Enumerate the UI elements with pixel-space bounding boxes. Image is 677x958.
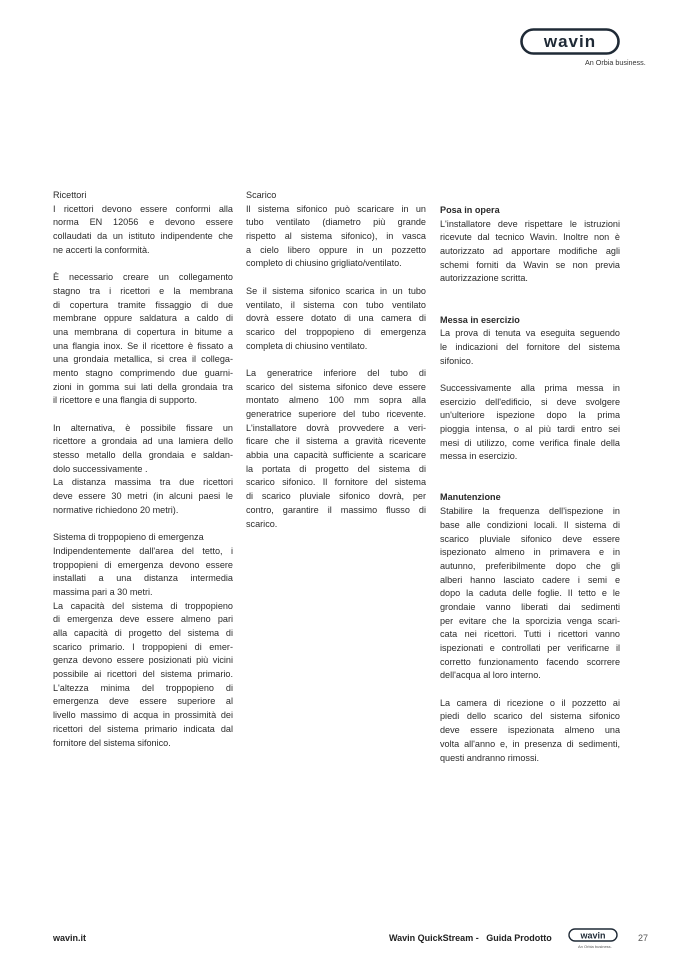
text-line: In alternativa, è possibile fissare un [53,422,233,433]
column-left [53,189,233,750]
text-line: Successivamente alla prima messa in [440,382,620,393]
text-line: I ricettori devono essere conformi alla [53,203,233,214]
text-line: scarico del troppopieno di emergenza [246,326,426,337]
footer-logo-tagline: An Orbia business. [578,944,612,949]
text-line: dolo successivamente . [53,463,148,474]
text-line: ricevute dal tecnico Wavin. Inoltre non è [440,232,620,243]
text-line: ispezionato almeno in primavera e in [440,547,620,558]
text-line: Il sistema sifonico può scaricare in un [246,203,426,214]
text-line: massima pari a 30 metri. [53,586,153,597]
text-line: scarico sifonico. Il fornitore del sistema [246,477,426,488]
text-line: Indipendentemente dall'area del tetto, i [53,545,233,556]
text-line: alberi hanno lasciato cadere i semi e [440,574,620,585]
text-line: una membrana di copertura in bitume a [53,326,233,337]
text-line: piedi dello scarico del sistema sifonico [440,711,620,722]
paragraph-spacer [440,368,620,382]
column-right [440,204,620,765]
text-line: completa di chiusino ventilato. [246,340,368,351]
text-line: esercizio dell'edificio, si deve svolgere [440,396,620,407]
paragraph-spacer [440,286,620,300]
text-line: deve essere 30 metri (in alcuni paesi le [53,491,233,502]
paragraph-spacer [440,464,620,478]
paragraph [246,203,426,271]
text-line: L'installatore deve rispettare le istruzioni [440,218,620,229]
paragraph-spacer [53,408,233,422]
paragraph [53,422,233,477]
paragraph [440,382,620,464]
text-line: ventilato, il sistema con tubo ventilato [246,299,426,310]
text-line: abbia una capacità sufficiente a scaricare [246,450,426,461]
text-line: collaudati da un istituto indipendente che [53,231,233,242]
text-line: messa in esercizio. [440,451,518,462]
paragraph [246,367,426,531]
text-line: completo di chiusino grigliato/ventilato. [246,258,402,269]
paragraph [53,203,233,258]
text-line: Stabilire la frequenza dell'ispezione in [440,506,620,517]
section-heading: Scarico [246,190,277,200]
text-line: per evitare che la sporcizia venga scari- [440,615,620,626]
column-middle [246,189,426,531]
text-line: dovrà essere dotato di una camera di [246,313,426,324]
text-line: sifonico. [440,355,474,366]
text-line: scarico primario. I troppopieni di emer- [53,641,233,652]
svg-text:wavin: wavin [543,32,597,51]
text-line: stagno tra i ricettori e la membrana [53,285,233,296]
text-line: contro, garantire il massimo flusso di [246,504,426,515]
text-line: installati a una distanza intermedia [53,573,233,584]
text-line: un'ulteriore ispezione dopo la prima [440,410,620,421]
text-line: di emergenza deve essere almeno pari [53,614,233,625]
text-line: alla capacità di progetto del sistema di [53,628,233,638]
text-line: La generatrice inferiore del tubo di [246,367,426,378]
text-line: emergenza deve essere superiore al [53,696,233,707]
text-line: fornitore del sistema sifonico. [53,737,171,748]
text-line: deve essere ispezionata almeno una [440,725,620,736]
text-line: questi andranno rimossi. [440,752,540,763]
paragraph [53,600,233,751]
paragraph-spacer [53,518,233,532]
text-line: possibile ai ricettori del sistema primario. [53,669,233,680]
paragraph [440,218,620,286]
paragraph [246,285,426,353]
text-line: norma EN 12056 e devono essere [53,217,233,228]
text-line: a cielo libero oppure in un pozzetto [246,244,426,255]
text-line: di scarico pluviale sifonico dovrà, per [246,491,426,502]
page-number: 27 [638,933,649,943]
text-line: È necessario creare un collegamento [53,272,233,283]
text-line: dopo la caduta delle foglie. Il tetto e le [440,588,620,599]
text-line: schemi forniti da Wavin se non previa [440,259,620,270]
footer-doc-title: Wavin QuickStream - Guida Prodotto [389,933,552,943]
text-line: il ricettore e una flangia di supporto. [53,395,198,406]
text-line: montato almeno 100 mm sopra alla [246,395,426,406]
wavin-logo [520,28,620,55]
text-line: membrane oppure saldatura a caldo di [53,313,233,324]
text-line: scarico pluviale sifonico deve essere [440,533,620,544]
text-line: genza devono essere posizionati più vicini [53,655,233,666]
text-line: le indicazioni del fornitore del sistema [440,341,620,352]
text-line: corretto funzionamento facendo scorrere [440,656,620,667]
text-line: La prova di tenuta va eseguita seguendo [440,328,620,339]
paragraph [53,545,233,600]
svg-text:wavin: wavin [580,930,606,941]
text-line: ispezionati e controllati per verificarne il [440,643,620,653]
text-line: autorizzato ad apportare modifiche agli [440,246,620,257]
text-line: ricettore a grondaia ad una lamiera dello [53,436,233,447]
footer-wavin-logo [568,928,618,942]
paragraph [53,271,233,408]
section-heading: Sistema di troppopieno di emergenza [53,532,204,543]
paragraph-spacer [440,478,620,492]
text-line: cata nei ricettori. Tutti i ricettori vanno [440,629,620,640]
text-line: grondaie vanno liberati dai sedimenti [440,601,620,612]
text-line: normative richiedono 20 metri). [53,504,179,515]
text-line: La capacità del sistema di troppopieno [53,600,233,611]
paragraph [440,505,620,683]
text-line: L'altezza minima del troppopieno di [53,682,233,693]
text-line: stesso metallo della grondaia e saldan- [53,450,233,461]
text-line: La distanza massima tra due ricettori [53,477,233,488]
text-line: tubo ventilato (diametro più grande [246,217,426,228]
footer-website: wavin.it [53,933,87,943]
text-line: mento stagno comprimendo due guarni- [53,367,233,378]
text-line: scarico del sistema sifonico deve essere [246,381,426,392]
paragraph-spacer [246,271,426,285]
text-line: volta all'anno e, in presenza di sedimenti, [440,738,620,749]
text-line: dell'acqua al loro interno. [440,670,541,681]
text-line: ricettori del sistema primario indicata dal [53,723,233,734]
paragraph [440,327,620,368]
text-line: la portata di progetto del sistema di [246,463,426,474]
section-heading: Posa in opera [440,205,500,215]
text-line: zioni in gomma sui lati della grondaia tra [53,381,233,392]
text-line: base alle condizioni locali. Il sistema di [440,519,620,530]
text-line: di copertura tramite fissaggio di due [53,299,233,310]
text-line: rispetto al sistema sifonico), in vasca [246,231,426,242]
section-heading: Ricettori [53,190,87,200]
text-line: autunno, preferibilmente dopo che gli [440,560,620,571]
text-line: La camera di ricezione o il pozzetto ai [440,697,620,708]
paragraph-spacer [53,257,233,271]
text-line: autorizzazione scritta. [440,273,528,284]
text-line: scarico. [246,518,278,529]
text-line: una flangia inox. Se il ricettore è fissato a [53,340,233,351]
paragraph-spacer [440,683,620,697]
text-line: ficare che il sistema a gravità ricevente [246,436,426,447]
paragraph-spacer [246,353,426,367]
text-line: mesi di utilizzo, come verifica finale della [440,437,620,448]
text-line: livello massimo di acqua in prossimità dei [53,710,233,721]
section-heading: Manutenzione [440,492,501,503]
section-heading: Messa in esercizio [440,314,520,325]
text-line: una grondaia metallica, si crea il collega- [53,354,233,365]
paragraph-spacer [440,300,620,314]
text-line: ne accerti la conformità. [53,244,150,255]
text-line: troppopieni di emergenza devono essere [53,559,233,570]
header-tagline: An Orbia business. [585,58,646,67]
text-line: L'installatore dovrà provvedere a veri- [246,422,426,433]
paragraph [53,476,233,517]
paragraph [440,697,620,765]
text-line: Se il sistema sifonico scarica in un tubo [246,285,426,296]
text-line: generatrice superiore del tubo ricevente. [246,409,426,419]
text-line: pioggia intensa, o al più tardi entro sei [440,424,620,434]
